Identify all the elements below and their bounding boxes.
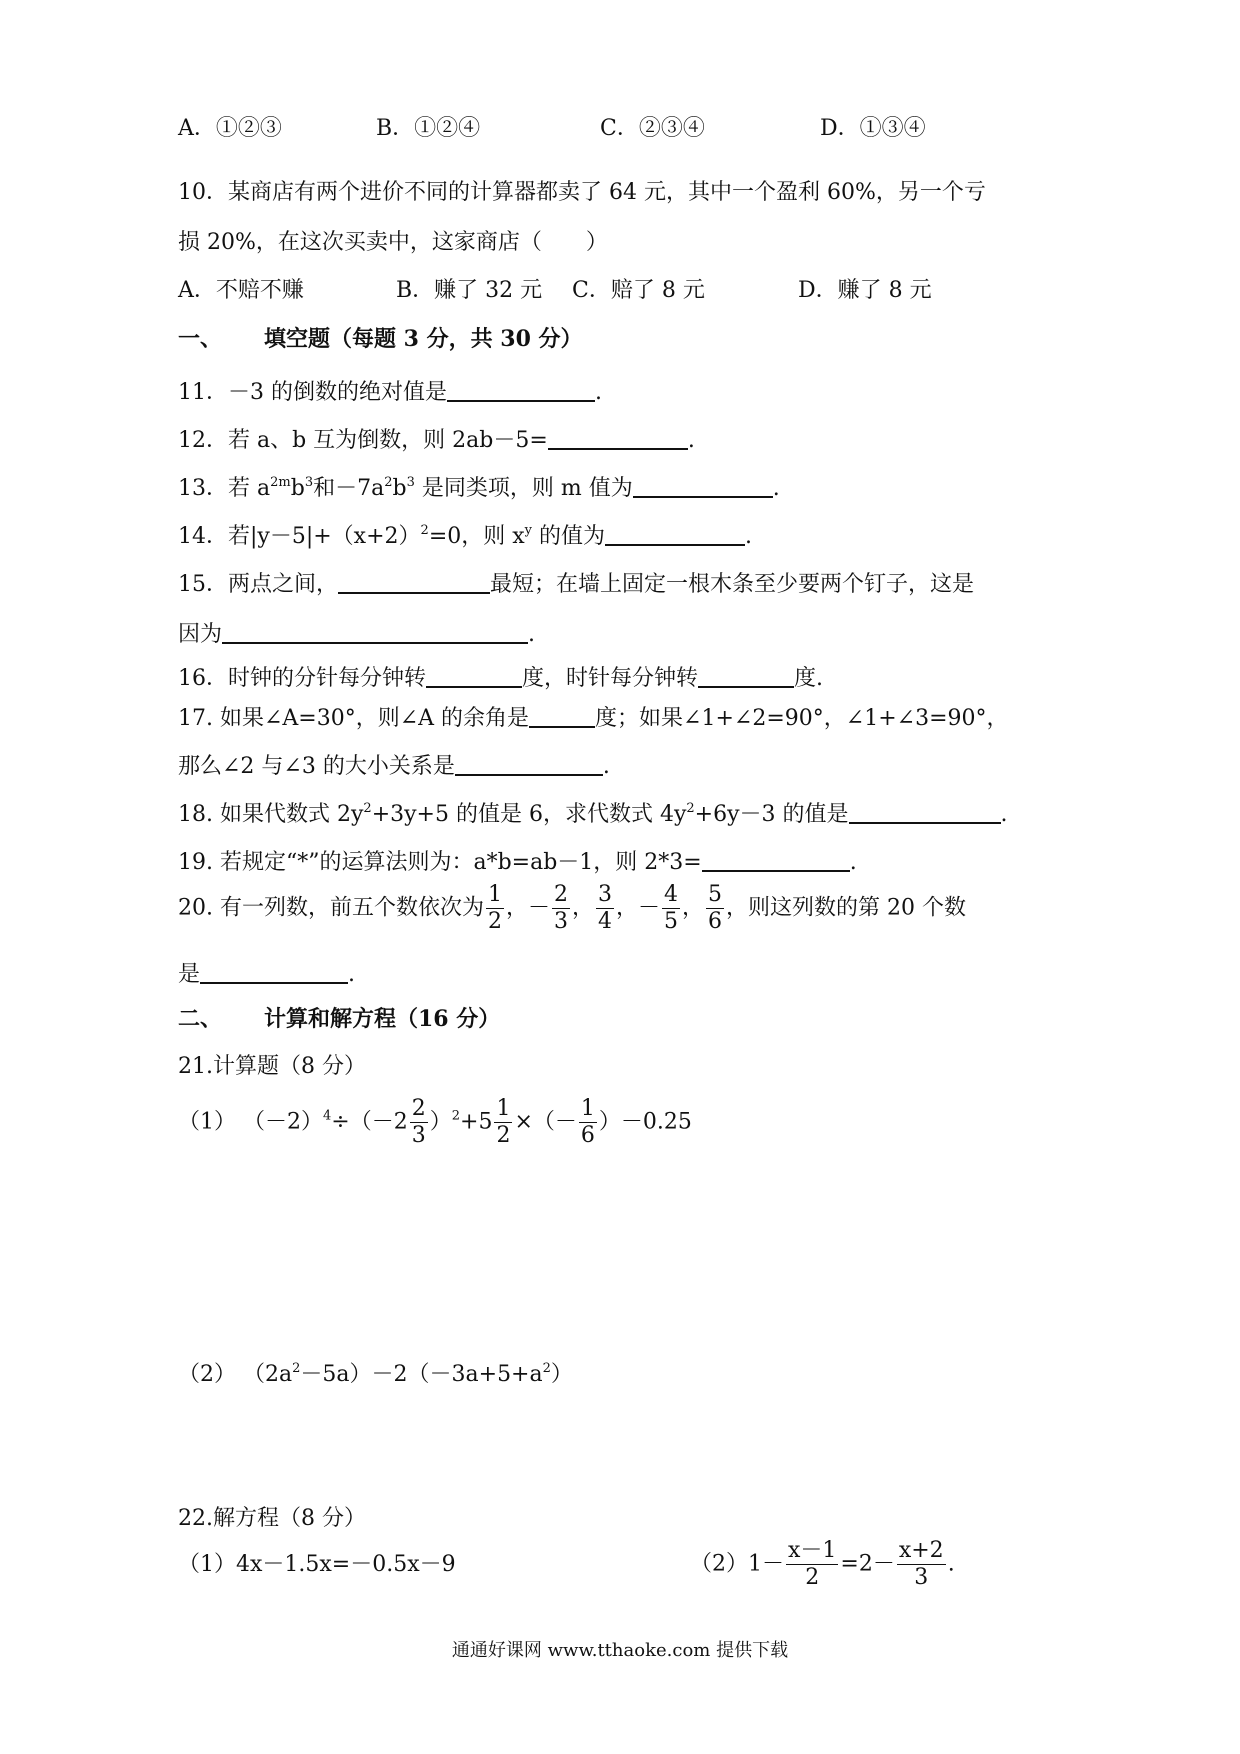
q21-e1-fraction-3-num: 1 <box>580 1096 595 1121</box>
q21-e1-fraction-1 <box>410 1098 428 1147</box>
q11-end: . <box>595 380 602 405</box>
q13-sup-1: 2m <box>270 475 291 490</box>
q20-fraction-3-den: 4 <box>598 909 613 934</box>
q17-text-3: 那么∠2 与∠3 的大小关系是 <box>178 754 455 779</box>
q21-e1-fraction-2-den: 2 <box>496 1123 511 1148</box>
q16-text-1: 16．时钟的分针每分钟转 <box>178 666 426 691</box>
q16-answer-blank-1[interactable] <box>426 664 522 688</box>
q22-title: 22.解方程（8 分） <box>178 1506 366 1531</box>
q20-end: . <box>348 962 356 987</box>
q22-e2-fraction-1 <box>786 1540 838 1589</box>
q17-line1 <box>178 704 1009 730</box>
q21-e2-sup-a: 2 <box>292 1361 301 1376</box>
q20-sep-3: ， <box>572 895 595 921</box>
q18-answer-blank[interactable] <box>849 800 1001 824</box>
section1-number: 一、 <box>178 326 223 352</box>
q14-text-1: 14．若|y－5|+（x+2） <box>178 524 421 549</box>
q15-line1 <box>178 570 974 596</box>
q21-e2-sup-b: 2 <box>542 1361 551 1376</box>
q20-fraction-4 <box>662 884 680 933</box>
q18-end: . <box>1000 802 1008 827</box>
q20-text-3: 是 <box>178 962 201 987</box>
q15-text-1: 15．两点之间， <box>178 572 338 597</box>
q10-option-c: C．赔了 8 元 <box>572 278 705 303</box>
q20-text-2: ，则这列数的第 20 个数 <box>726 895 967 921</box>
q21-e1-fraction-3 <box>579 1098 597 1147</box>
q21-e1-sup-c: 2 <box>451 1108 461 1124</box>
q15-answer-blank-1[interactable] <box>338 570 490 594</box>
q15-answer-blank-2[interactable] <box>222 620 528 644</box>
q16-text-2: 度，时针每分钟转 <box>522 666 699 691</box>
q22-e2-fraction-1-den: 2 <box>805 1565 820 1590</box>
q18-text-3: +6y－3 的值是 <box>694 802 849 827</box>
q17-end: . <box>602 754 610 779</box>
q15-line2 <box>178 620 535 646</box>
q21-e1-part-f: ）－0.25 <box>598 1109 692 1135</box>
q21-e1-part-e: ×（－ <box>514 1109 577 1135</box>
q13-end: . <box>772 476 780 501</box>
q12-end: . <box>687 428 695 453</box>
q9-option-a: A．①②③ <box>178 116 282 141</box>
section2-title: 计算和解方程（16 分） <box>264 1006 501 1032</box>
q20-fraction-2 <box>552 884 570 933</box>
q19-end: . <box>849 850 857 875</box>
q14-answer-blank[interactable] <box>605 522 745 546</box>
q13-text-1: 13．若 a <box>178 476 271 501</box>
q13 <box>178 474 780 500</box>
q21-e1-label: （1） <box>178 1109 236 1135</box>
q20-fraction-3 <box>596 884 614 933</box>
q14 <box>178 522 752 548</box>
q15-end: . <box>528 622 536 647</box>
q20-sep-2: ，－ <box>505 895 550 921</box>
q21-e1-fraction-2-num: 1 <box>496 1096 511 1121</box>
q18-text-1: 18. 如果代数式 2y <box>178 802 364 827</box>
q13-sup-3: 2 <box>384 475 393 490</box>
q21-e1-sup-a: 4 <box>323 1108 332 1124</box>
q18-sup-1: 2 <box>363 801 372 816</box>
q20-sep-5: ， <box>682 895 705 921</box>
q10-option-b: B．赚了 32 元 <box>396 278 543 303</box>
q9-option-b: B．①②④ <box>376 116 481 141</box>
q20-fraction-5-num: 5 <box>708 882 723 907</box>
q21-expression-1 <box>178 1098 692 1147</box>
q20-line1 <box>178 884 966 933</box>
q13-text-5: 是同类项，则 m 值为 <box>414 476 633 501</box>
q13-sup-4: 3 <box>406 475 415 490</box>
q22-e2-fraction-2-num: x+2 <box>898 1538 944 1563</box>
q17-answer-blank-2[interactable] <box>455 752 603 776</box>
q18-sup-2: 2 <box>686 801 695 816</box>
section2-heading <box>178 1008 500 1030</box>
q14-text-2: =0，则 x <box>428 524 525 549</box>
q22-e2-mid: =2－ <box>840 1551 895 1577</box>
q22-e2-label: （2）1－ <box>690 1551 784 1577</box>
q17-answer-blank-1[interactable] <box>529 704 595 728</box>
q21-e2-part-c: ） <box>550 1362 573 1387</box>
q20-fraction-2-den: 3 <box>554 909 568 934</box>
q16-text-3: 度. <box>794 666 824 691</box>
q20-fraction-1-num: 1 <box>487 882 502 907</box>
q22-e2-fraction-2 <box>897 1540 946 1589</box>
q15-text-3: 因为 <box>178 622 223 647</box>
q17-text-1: 17. 如果∠A=30°，则∠A 的余角是 <box>178 706 530 731</box>
q22-equation-2 <box>690 1540 955 1589</box>
q16 <box>178 664 823 690</box>
q12 <box>178 426 695 452</box>
q21-e1-fraction-2 <box>494 1098 512 1147</box>
q19 <box>178 848 857 874</box>
q20-answer-blank[interactable] <box>200 960 348 984</box>
q13-answer-blank[interactable] <box>633 474 773 498</box>
q14-text-3: 的值为 <box>532 524 606 549</box>
q17-line2 <box>178 752 610 778</box>
q10-option-a: A．不赔不赚 <box>178 278 304 303</box>
q13-text-3: 和－7a <box>313 476 385 501</box>
q22-e2-end: . <box>947 1551 955 1577</box>
q21-title: 21.计算题（8 分） <box>178 1054 366 1079</box>
q20-fraction-1 <box>486 884 504 933</box>
q20-fraction-5-den: 6 <box>708 909 723 934</box>
page-footer: 通通好课网 www.tthaoke.com 提供下载 <box>451 1640 789 1661</box>
q10-line1: 10．某商店有两个进价不同的计算器都卖了 64 元，其中一个盈利 60%，另一个亏 <box>178 180 986 205</box>
section1-title: 填空题（每题 3 分，共 30 分） <box>264 326 583 352</box>
q12-text: 12．若 a、b 互为倒数，则 2ab－5= <box>178 428 548 453</box>
q18-text-2: +3y+5 的值是 6，求代数式 4y <box>371 802 687 827</box>
q10-option-d: D．赚了 8 元 <box>798 278 932 303</box>
q13-text-4: b <box>392 476 407 501</box>
q22-equation-1: （1）4x－1.5x=－0.5x－9 <box>178 1552 456 1577</box>
q20-sep-4: ，－ <box>616 895 661 921</box>
q9-option-c: C．②③④ <box>600 116 705 141</box>
q21-e1-fraction-3-den: 6 <box>580 1123 595 1148</box>
q22-e2-fraction-2-den: 3 <box>914 1565 929 1590</box>
q21-e1-fraction-1-num: 2 <box>411 1096 426 1121</box>
q18 <box>178 800 1008 826</box>
q21-e1-part-a: （－2） <box>243 1109 323 1135</box>
q20-fraction-5 <box>706 884 724 933</box>
q16-answer-blank-2[interactable] <box>698 664 794 688</box>
q11-answer-blank[interactable] <box>447 378 595 402</box>
q21-e2-label: （2） <box>178 1362 236 1387</box>
q14-sup-2: y <box>524 523 533 538</box>
q20-text-1: 20. 有一列数，前五个数依次为 <box>178 895 484 921</box>
q9-option-d: D．①③④ <box>820 116 926 141</box>
q17-text-2: 度；如果∠1+∠2=90°，∠1+∠3=90°， <box>595 706 1009 731</box>
q19-text: 19. 若规定“*”的运算法则为：a*b=ab－1，则 2*3= <box>178 850 702 875</box>
q20-fraction-4-num: 4 <box>664 882 679 907</box>
q20-fraction-1-den: 2 <box>487 909 502 934</box>
q14-end: . <box>745 524 753 549</box>
q22-e2-fraction-1-num: x－1 <box>788 1538 837 1563</box>
q21-e1-part-b: ÷（－2 <box>331 1109 408 1135</box>
q19-answer-blank[interactable] <box>702 848 850 872</box>
q21-e2-part-a: （2a <box>243 1362 293 1387</box>
q21-e1-part-d: +5 <box>460 1109 493 1135</box>
q10-options <box>178 280 932 302</box>
q14-sup-1: 2 <box>420 523 429 538</box>
q11 <box>178 378 602 404</box>
q10-line2: 损 20%，在这次买卖中，这家商店（ ） <box>178 230 608 255</box>
q9-options <box>178 118 926 140</box>
q13-sup-2: 3 <box>304 475 314 490</box>
q20-fraction-3-num: 3 <box>598 882 613 907</box>
q21-e2-part-b: －5a）－2（－3a+5+a <box>300 1362 543 1387</box>
q21-e1-part-c: ） <box>429 1109 452 1135</box>
q12-answer-blank[interactable] <box>548 426 688 450</box>
q20-line2 <box>178 960 355 986</box>
q13-text-2: b <box>290 476 305 501</box>
section1-heading <box>178 328 583 350</box>
q15-text-2: 最短；在墙上固定一根木条至少要两个钉子，这是 <box>490 572 975 597</box>
section2-number: 二、 <box>178 1006 223 1032</box>
q20-fraction-4-den: 5 <box>664 909 679 934</box>
q21-e1-fraction-1-den: 3 <box>411 1123 426 1148</box>
q11-text: 11．－3 的倒数的绝对值是 <box>178 380 447 405</box>
q21-expression-2 <box>178 1361 573 1387</box>
q20-fraction-2-num: 2 <box>554 882 568 907</box>
